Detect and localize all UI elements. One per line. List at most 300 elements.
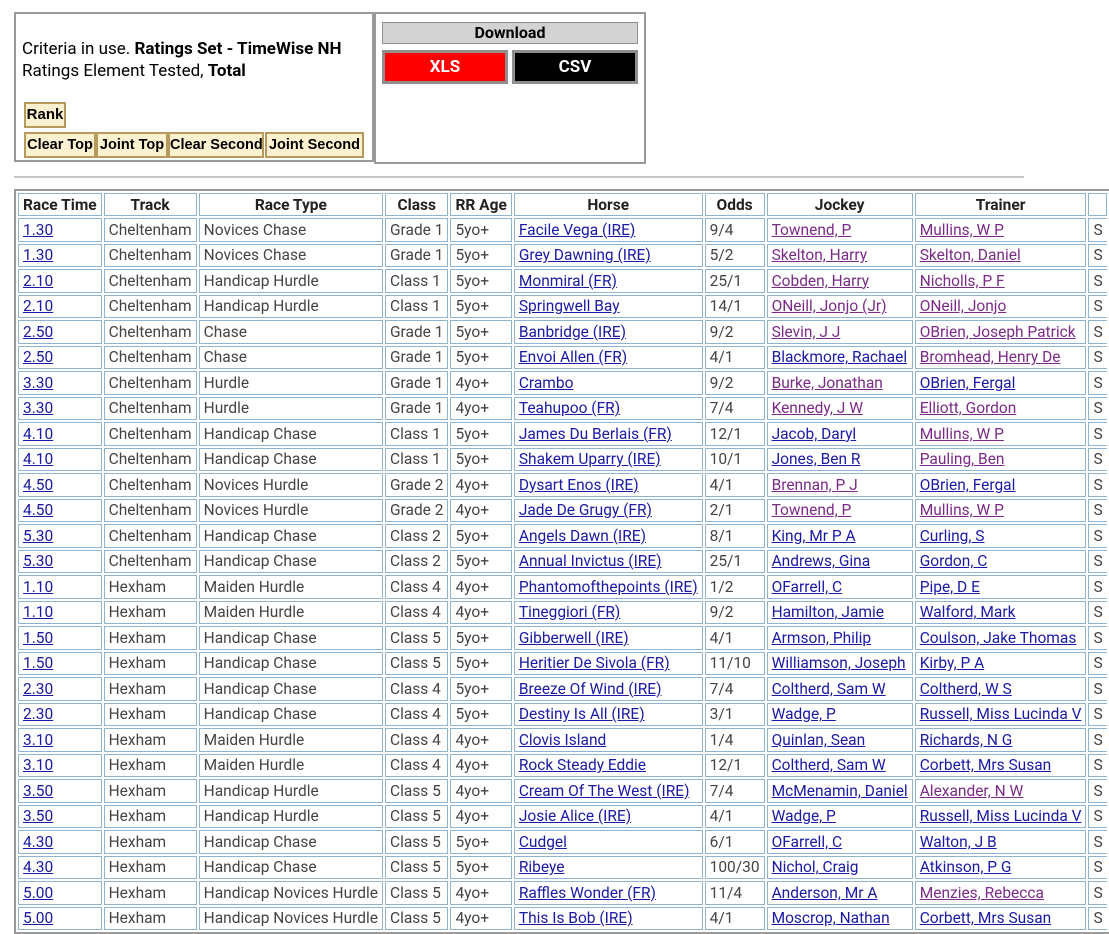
criteria-text xyxy=(22,38,342,82)
cell-horse xyxy=(514,652,703,676)
horse-link[interactable]: Dysart Enos (IRE) xyxy=(518,475,639,494)
cell-horse xyxy=(514,320,703,344)
cell-extra: S xyxy=(1088,601,1106,625)
cell-race-type: Handicap Chase xyxy=(199,550,383,574)
table-row xyxy=(18,295,1107,319)
cell-extra: S xyxy=(1088,856,1106,880)
csv-download-button[interactable]: CSV xyxy=(512,50,638,84)
jockey-link[interactable]: Nichol, Craig xyxy=(771,858,859,877)
cell-track: Cheltenham xyxy=(104,269,197,293)
ratings-set-value: Ratings Set - TimeWise NH xyxy=(134,39,342,59)
horse-link[interactable]: James Du Berlais (FR) xyxy=(518,424,672,443)
joint-second-button[interactable]: Joint Second xyxy=(265,132,364,158)
trainer-link[interactable]: Mullins, W P xyxy=(919,501,1004,520)
header-class[interactable]: Class xyxy=(385,193,448,216)
header-horse[interactable]: Horse xyxy=(514,193,703,216)
table-row xyxy=(18,754,1107,778)
race-time-link[interactable]: 5.00 xyxy=(23,909,54,928)
header-track[interactable]: Track xyxy=(104,193,197,216)
trainer-link[interactable]: Walton, J B xyxy=(919,832,997,851)
horse-link[interactable]: Banbridge (IRE) xyxy=(518,322,626,341)
trainer-link[interactable]: Mullins, W P xyxy=(919,220,1004,239)
jockey-link[interactable]: ONeill, Jonjo (Jr) xyxy=(771,297,887,316)
trainer-link[interactable]: Curling, S xyxy=(919,526,985,545)
cell-horse xyxy=(514,218,703,242)
horse-link[interactable]: Tineggiori (FR) xyxy=(518,603,621,622)
jockey-link[interactable]: Wadge, P xyxy=(771,705,836,724)
trainer-link[interactable]: Coulson, Jake Thomas xyxy=(919,628,1077,647)
race-time-link[interactable]: 1.10 xyxy=(23,577,54,596)
horse-link[interactable]: Springwell Bay xyxy=(518,297,620,316)
cell-race-type: Handicap Chase xyxy=(199,422,383,446)
jockey-link[interactable]: Wadge, P xyxy=(771,807,836,826)
header-jockey[interactable]: Jockey xyxy=(767,193,913,216)
race-time-link[interactable]: 2.30 xyxy=(23,679,54,698)
jockey-link[interactable]: Cobden, Harry xyxy=(771,271,870,290)
cell-class: Class 5 xyxy=(385,652,448,676)
cell-odds: 7/4 xyxy=(705,779,765,803)
table-row xyxy=(18,371,1107,395)
cell-jockey xyxy=(767,499,913,523)
cell-rr-age: 5yo+ xyxy=(450,448,511,472)
cell-race-time xyxy=(18,346,102,370)
jockey-link[interactable]: McMenamin, Daniel xyxy=(771,781,908,800)
cell-extra: S xyxy=(1088,754,1106,778)
cell-race-time xyxy=(18,550,102,574)
cell-race-type: Handicap Chase xyxy=(199,703,383,727)
cell-jockey xyxy=(767,397,913,421)
horse-link[interactable]: Jade De Grugy (FR) xyxy=(518,501,652,520)
cell-race-time xyxy=(18,779,102,803)
horse-link[interactable]: Cream Of The West (IRE) xyxy=(518,781,690,800)
cell-trainer xyxy=(915,550,1087,574)
cell-race-time xyxy=(18,473,102,497)
cell-trainer xyxy=(915,754,1087,778)
trainer-link[interactable]: Mullins, W P xyxy=(919,424,1004,443)
table-row xyxy=(18,320,1107,344)
cell-jockey xyxy=(767,703,913,727)
cell-race-type: Maiden Hurdle xyxy=(199,754,383,778)
cell-trainer xyxy=(915,499,1087,523)
cell-extra: S xyxy=(1088,575,1106,599)
jockey-link[interactable]: Kennedy, J W xyxy=(771,399,863,418)
jockey-link[interactable]: Coltherd, Sam W xyxy=(771,679,886,698)
cell-track: Hexham xyxy=(104,907,197,931)
cell-class: Class 4 xyxy=(385,575,448,599)
cell-horse xyxy=(514,830,703,854)
table-row xyxy=(18,601,1107,625)
cell-horse xyxy=(514,397,703,421)
horse-link[interactable]: Teahupoo (FR) xyxy=(518,399,621,418)
cell-class: Class 5 xyxy=(385,830,448,854)
horse-link[interactable]: Facile Vega (IRE) xyxy=(518,220,636,239)
trainer-link[interactable]: Kirby, P A xyxy=(919,654,985,673)
cell-race-type: Chase xyxy=(199,320,383,344)
cell-rr-age: 5yo+ xyxy=(450,295,511,319)
cell-horse xyxy=(514,473,703,497)
trainer-link[interactable]: Pipe, D E xyxy=(919,577,980,596)
cell-horse xyxy=(514,779,703,803)
cell-track: Hexham xyxy=(104,575,197,599)
race-time-link[interactable]: 2.50 xyxy=(23,348,54,367)
cell-odds: 7/4 xyxy=(705,397,765,421)
clear-second-button[interactable]: Clear Second xyxy=(168,132,264,158)
cell-track: Hexham xyxy=(104,677,197,701)
jockey-link[interactable]: Moscrop, Nathan xyxy=(771,909,890,928)
cell-race-time xyxy=(18,652,102,676)
header-race-time[interactable]: Race Time xyxy=(18,193,102,216)
jockey-link[interactable]: Slevin, J J xyxy=(771,322,841,341)
cell-odds: 14/1 xyxy=(705,295,765,319)
cell-race-type: Handicap Hurdle xyxy=(199,779,383,803)
cell-track: Cheltenham xyxy=(104,371,197,395)
race-time-link[interactable]: 5.30 xyxy=(23,552,54,571)
cell-odds: 25/1 xyxy=(705,550,765,574)
cell-rr-age: 5yo+ xyxy=(450,524,511,548)
cell-race-time xyxy=(18,499,102,523)
jockey-link[interactable]: Quinlan, Sean xyxy=(771,730,866,749)
cell-horse xyxy=(514,295,703,319)
trainer-link[interactable]: Skelton, Daniel xyxy=(919,246,1021,265)
cell-jockey xyxy=(767,448,913,472)
horse-link[interactable]: Grey Dawning (IRE) xyxy=(518,246,651,265)
cell-track: Cheltenham xyxy=(104,295,197,319)
horse-link[interactable]: Raffles Wonder (FR) xyxy=(518,883,656,902)
cell-trainer xyxy=(915,524,1087,548)
table-row xyxy=(18,830,1107,854)
race-time-link[interactable]: 4.30 xyxy=(23,832,54,851)
cell-odds: 4/1 xyxy=(705,346,765,370)
header-rr-age[interactable]: RR Age xyxy=(450,193,511,216)
jockey-link[interactable]: Armson, Philip xyxy=(771,628,872,647)
jockey-link[interactable]: Williamson, Joseph xyxy=(771,654,906,673)
race-time-link[interactable]: 3.10 xyxy=(23,756,54,775)
jockey-link[interactable]: Andrews, Gina xyxy=(771,552,871,571)
cell-class: Grade 2 xyxy=(385,499,448,523)
race-time-link[interactable]: 2.10 xyxy=(23,297,54,316)
race-time-link[interactable]: 1.10 xyxy=(23,603,54,622)
horse-link[interactable]: Destiny Is All (IRE) xyxy=(518,705,645,724)
cell-rr-age: 4yo+ xyxy=(450,397,511,421)
table-row xyxy=(18,269,1107,293)
horse-link[interactable]: Cudgel xyxy=(518,832,567,851)
cell-race-time xyxy=(18,295,102,319)
cell-race-type: Handicap Novices Hurdle xyxy=(199,907,383,931)
cell-race-time xyxy=(18,244,102,268)
cell-horse xyxy=(514,881,703,905)
header-race-type[interactable]: Race Type xyxy=(199,193,383,216)
cell-race-type: Novices Chase xyxy=(199,244,383,268)
table-row xyxy=(18,728,1107,752)
table-row xyxy=(18,652,1107,676)
cell-track: Hexham xyxy=(104,728,197,752)
jockey-link[interactable]: Burke, Jonathan xyxy=(771,373,883,392)
horse-link[interactable]: Monmiral (FR) xyxy=(518,271,617,290)
cell-extra: S xyxy=(1088,677,1106,701)
race-time-link[interactable]: 3.30 xyxy=(23,399,54,418)
cell-extra: S xyxy=(1088,805,1106,829)
cell-horse xyxy=(514,269,703,293)
cell-race-time xyxy=(18,397,102,421)
cell-odds: 3/1 xyxy=(705,703,765,727)
trainer-link[interactable]: OBrien, Fergal xyxy=(919,475,1016,494)
horse-link[interactable]: Ribeye xyxy=(518,858,565,877)
race-time-link[interactable]: 3.50 xyxy=(23,807,54,826)
cell-extra: S xyxy=(1088,244,1106,268)
cell-rr-age: 5yo+ xyxy=(450,652,511,676)
cell-track: Cheltenham xyxy=(104,218,197,242)
cell-race-time xyxy=(18,907,102,931)
cell-horse xyxy=(514,499,703,523)
cell-extra: S xyxy=(1088,218,1106,242)
cell-horse xyxy=(514,626,703,650)
table-row xyxy=(18,397,1107,421)
cell-track: Cheltenham xyxy=(104,524,197,548)
cell-odds: 100/30 xyxy=(705,856,765,880)
cell-class: Grade 1 xyxy=(385,320,448,344)
cell-jockey xyxy=(767,830,913,854)
race-time-link[interactable]: 2.50 xyxy=(23,322,54,341)
race-time-link[interactable]: 3.30 xyxy=(23,373,54,392)
jockey-link[interactable]: Blackmore, Rachael xyxy=(771,348,908,367)
trainer-link[interactable]: Russell, Miss Lucinda V xyxy=(919,705,1082,724)
table-row xyxy=(18,244,1107,268)
race-time-link[interactable]: 1.30 xyxy=(23,246,54,265)
cell-track: Hexham xyxy=(104,805,197,829)
trainer-link[interactable]: Alexander, N W xyxy=(919,781,1024,800)
cell-track: Hexham xyxy=(104,601,197,625)
cell-extra: S xyxy=(1088,830,1106,854)
horse-link[interactable]: Heritier De Sivola (FR) xyxy=(518,654,670,673)
joint-top-button[interactable]: Joint Top xyxy=(96,132,168,158)
cell-horse xyxy=(514,550,703,574)
table-row xyxy=(18,881,1107,905)
jockey-link[interactable]: OFarrell, C xyxy=(771,832,843,851)
race-time-link[interactable]: 5.00 xyxy=(23,883,54,902)
trainer-link[interactable]: Bromhead, Henry De xyxy=(919,348,1061,367)
download-panel xyxy=(374,12,646,164)
cell-track: Hexham xyxy=(104,703,197,727)
cell-odds: 11/10 xyxy=(705,652,765,676)
trainer-link[interactable]: Atkinson, P G xyxy=(919,858,1012,877)
cell-race-type: Hurdle xyxy=(199,371,383,395)
cell-race-time xyxy=(18,575,102,599)
trainer-link[interactable]: Corbett, Mrs Susan xyxy=(919,909,1052,928)
race-time-link[interactable]: 3.50 xyxy=(23,781,54,800)
cell-jockey xyxy=(767,524,913,548)
cell-trainer xyxy=(915,907,1087,931)
cell-track: Cheltenham xyxy=(104,550,197,574)
cell-trainer xyxy=(915,677,1087,701)
cell-extra: S xyxy=(1088,371,1106,395)
cell-horse xyxy=(514,422,703,446)
horse-link[interactable]: Breeze Of Wind (IRE) xyxy=(518,679,662,698)
jockey-link[interactable]: Hamilton, Jamie xyxy=(771,603,884,622)
jockey-link[interactable]: Coltherd, Sam W xyxy=(771,756,886,775)
table-row xyxy=(18,422,1107,446)
race-time-link[interactable]: 1.30 xyxy=(23,220,54,239)
cell-horse xyxy=(514,728,703,752)
jockey-link[interactable]: Skelton, Harry xyxy=(771,246,868,265)
trainer-link[interactable]: Menzies, Rebecca xyxy=(919,883,1044,902)
cell-race-type: Handicap Chase xyxy=(199,677,383,701)
cell-trainer xyxy=(915,626,1087,650)
trainer-link[interactable]: Russell, Miss Lucinda V xyxy=(919,807,1082,826)
cell-track: Cheltenham xyxy=(104,244,197,268)
cell-race-type: Novices Hurdle xyxy=(199,473,383,497)
cell-trainer xyxy=(915,728,1087,752)
cell-odds: 8/1 xyxy=(705,524,765,548)
cell-race-type: Handicap Novices Hurdle xyxy=(199,881,383,905)
jockey-link[interactable]: Anderson, Mr A xyxy=(771,883,878,902)
horse-link[interactable]: This Is Bob (IRE) xyxy=(518,909,633,928)
cell-horse xyxy=(514,856,703,880)
cell-race-time xyxy=(18,856,102,880)
cell-extra: S xyxy=(1088,499,1106,523)
race-time-link[interactable]: 4.10 xyxy=(23,424,54,443)
divider xyxy=(14,176,1024,178)
cell-jockey xyxy=(767,550,913,574)
cell-rr-age: 4yo+ xyxy=(450,754,511,778)
cell-trainer xyxy=(915,397,1087,421)
trainer-link[interactable]: OBrien, Fergal xyxy=(919,373,1016,392)
cell-extra: S xyxy=(1088,320,1106,344)
horse-link[interactable]: Phantomofthepoints (IRE) xyxy=(518,577,698,596)
race-time-link[interactable]: 3.10 xyxy=(23,730,54,749)
cell-class: Grade 1 xyxy=(385,244,448,268)
trainer-link[interactable]: OBrien, Joseph Patrick xyxy=(919,322,1076,341)
cell-rr-age: 5yo+ xyxy=(450,550,511,574)
criteria-prefix: Criteria in use. xyxy=(22,39,135,59)
cell-trainer xyxy=(915,295,1087,319)
cell-jockey xyxy=(767,652,913,676)
cell-class: Class 2 xyxy=(385,524,448,548)
cell-odds: 4/1 xyxy=(705,805,765,829)
jockey-link[interactable]: Townend, P xyxy=(771,501,852,520)
trainer-link[interactable]: Walford, Mark xyxy=(919,603,1016,622)
cell-odds: 12/1 xyxy=(705,422,765,446)
cell-extra: S xyxy=(1088,550,1106,574)
race-time-link[interactable]: 4.30 xyxy=(23,858,54,877)
xls-download-button[interactable]: XLS xyxy=(382,50,508,84)
trainer-link[interactable]: Nicholls, P F xyxy=(919,271,1005,290)
horse-link[interactable]: Annual Invictus (IRE) xyxy=(518,552,662,571)
cell-race-type: Handicap Chase xyxy=(199,830,383,854)
race-time-link[interactable]: 4.10 xyxy=(23,450,54,469)
horse-link[interactable]: Shakem Uparry (IRE) xyxy=(518,450,661,469)
cell-track: Cheltenham xyxy=(104,448,197,472)
horse-link[interactable]: Envoi Allen (FR) xyxy=(518,348,628,367)
cell-horse xyxy=(514,346,703,370)
trainer-link[interactable]: Richards, N G xyxy=(919,730,1013,749)
clear-top-button[interactable]: Clear Top xyxy=(24,132,96,158)
cell-extra: S xyxy=(1088,728,1106,752)
cell-class: Class 4 xyxy=(385,677,448,701)
header-extra xyxy=(1088,193,1106,216)
header-odds[interactable]: Odds xyxy=(705,193,765,216)
cell-trainer xyxy=(915,575,1087,599)
horse-link[interactable]: Crambo xyxy=(518,373,574,392)
trainer-link[interactable]: Corbett, Mrs Susan xyxy=(919,756,1052,775)
race-time-link[interactable]: 1.50 xyxy=(23,628,54,647)
horse-link[interactable]: Rock Steady Eddie xyxy=(518,756,647,775)
cell-class: Grade 2 xyxy=(385,473,448,497)
jockey-link[interactable]: Jacob, Daryl xyxy=(771,424,857,443)
race-time-link[interactable]: 4.50 xyxy=(23,501,54,520)
table-row xyxy=(18,499,1107,523)
cell-jockey xyxy=(767,422,913,446)
cell-class: Class 5 xyxy=(385,856,448,880)
trainer-link[interactable]: Elliott, Gordon xyxy=(919,399,1017,418)
race-time-link[interactable]: 4.50 xyxy=(23,475,54,494)
race-time-link[interactable]: 2.10 xyxy=(23,271,54,290)
trainer-link[interactable]: ONeill, Jonjo xyxy=(919,297,1007,316)
cell-extra: S xyxy=(1088,907,1106,931)
cell-class: Class 5 xyxy=(385,907,448,931)
table-row xyxy=(18,677,1107,701)
jockey-link[interactable]: Brennan, P J xyxy=(771,475,858,494)
cell-extra: S xyxy=(1088,346,1106,370)
horse-link[interactable]: Angels Dawn (IRE) xyxy=(518,526,646,545)
header-trainer[interactable]: Trainer xyxy=(915,193,1087,216)
jockey-link[interactable]: OFarrell, C xyxy=(771,577,843,596)
cell-class: Class 4 xyxy=(385,754,448,778)
cell-trainer xyxy=(915,448,1087,472)
jockey-link[interactable]: Jones, Ben R xyxy=(771,450,861,469)
cell-class: Class 4 xyxy=(385,703,448,727)
trainer-link[interactable]: Coltherd, W S xyxy=(919,679,1012,698)
cell-rr-age: 4yo+ xyxy=(450,499,511,523)
cell-class: Class 5 xyxy=(385,779,448,803)
race-time-link[interactable]: 1.50 xyxy=(23,654,54,673)
horse-link[interactable]: Clovis Island xyxy=(518,730,607,749)
cell-odds: 10/1 xyxy=(705,448,765,472)
cell-rr-age: 4yo+ xyxy=(450,371,511,395)
horse-link[interactable]: Josie Alice (IRE) xyxy=(518,807,632,826)
cell-track: Cheltenham xyxy=(104,422,197,446)
table-row xyxy=(18,856,1107,880)
cell-rr-age: 4yo+ xyxy=(450,907,511,931)
cell-race-time xyxy=(18,703,102,727)
jockey-link[interactable]: King, Mr P A xyxy=(771,526,856,545)
jockey-link[interactable]: Townend, P xyxy=(771,220,852,239)
cell-horse xyxy=(514,703,703,727)
cell-rr-age: 4yo+ xyxy=(450,728,511,752)
cell-class: Grade 1 xyxy=(385,397,448,421)
cell-race-type: Handicap Chase xyxy=(199,524,383,548)
cell-horse xyxy=(514,575,703,599)
cell-odds: 25/1 xyxy=(705,269,765,293)
cell-jockey xyxy=(767,856,913,880)
cell-odds: 6/1 xyxy=(705,830,765,854)
rank-button[interactable]: Rank xyxy=(24,102,66,128)
cell-extra: S xyxy=(1088,269,1106,293)
race-time-link[interactable]: 2.30 xyxy=(23,705,54,724)
table-row xyxy=(18,779,1107,803)
cell-odds: 7/4 xyxy=(705,677,765,701)
race-time-link[interactable]: 5.30 xyxy=(23,526,54,545)
trainer-link[interactable]: Pauling, Ben xyxy=(919,450,1005,469)
cell-rr-age: 5yo+ xyxy=(450,218,511,242)
cell-horse xyxy=(514,601,703,625)
cell-jockey xyxy=(767,601,913,625)
cell-class: Grade 1 xyxy=(385,218,448,242)
header-row xyxy=(18,193,1107,216)
trainer-link[interactable]: Gordon, C xyxy=(919,552,988,571)
horse-link[interactable]: Gibberwell (IRE) xyxy=(518,628,629,647)
cell-rr-age: 5yo+ xyxy=(450,626,511,650)
cell-class: Class 2 xyxy=(385,550,448,574)
